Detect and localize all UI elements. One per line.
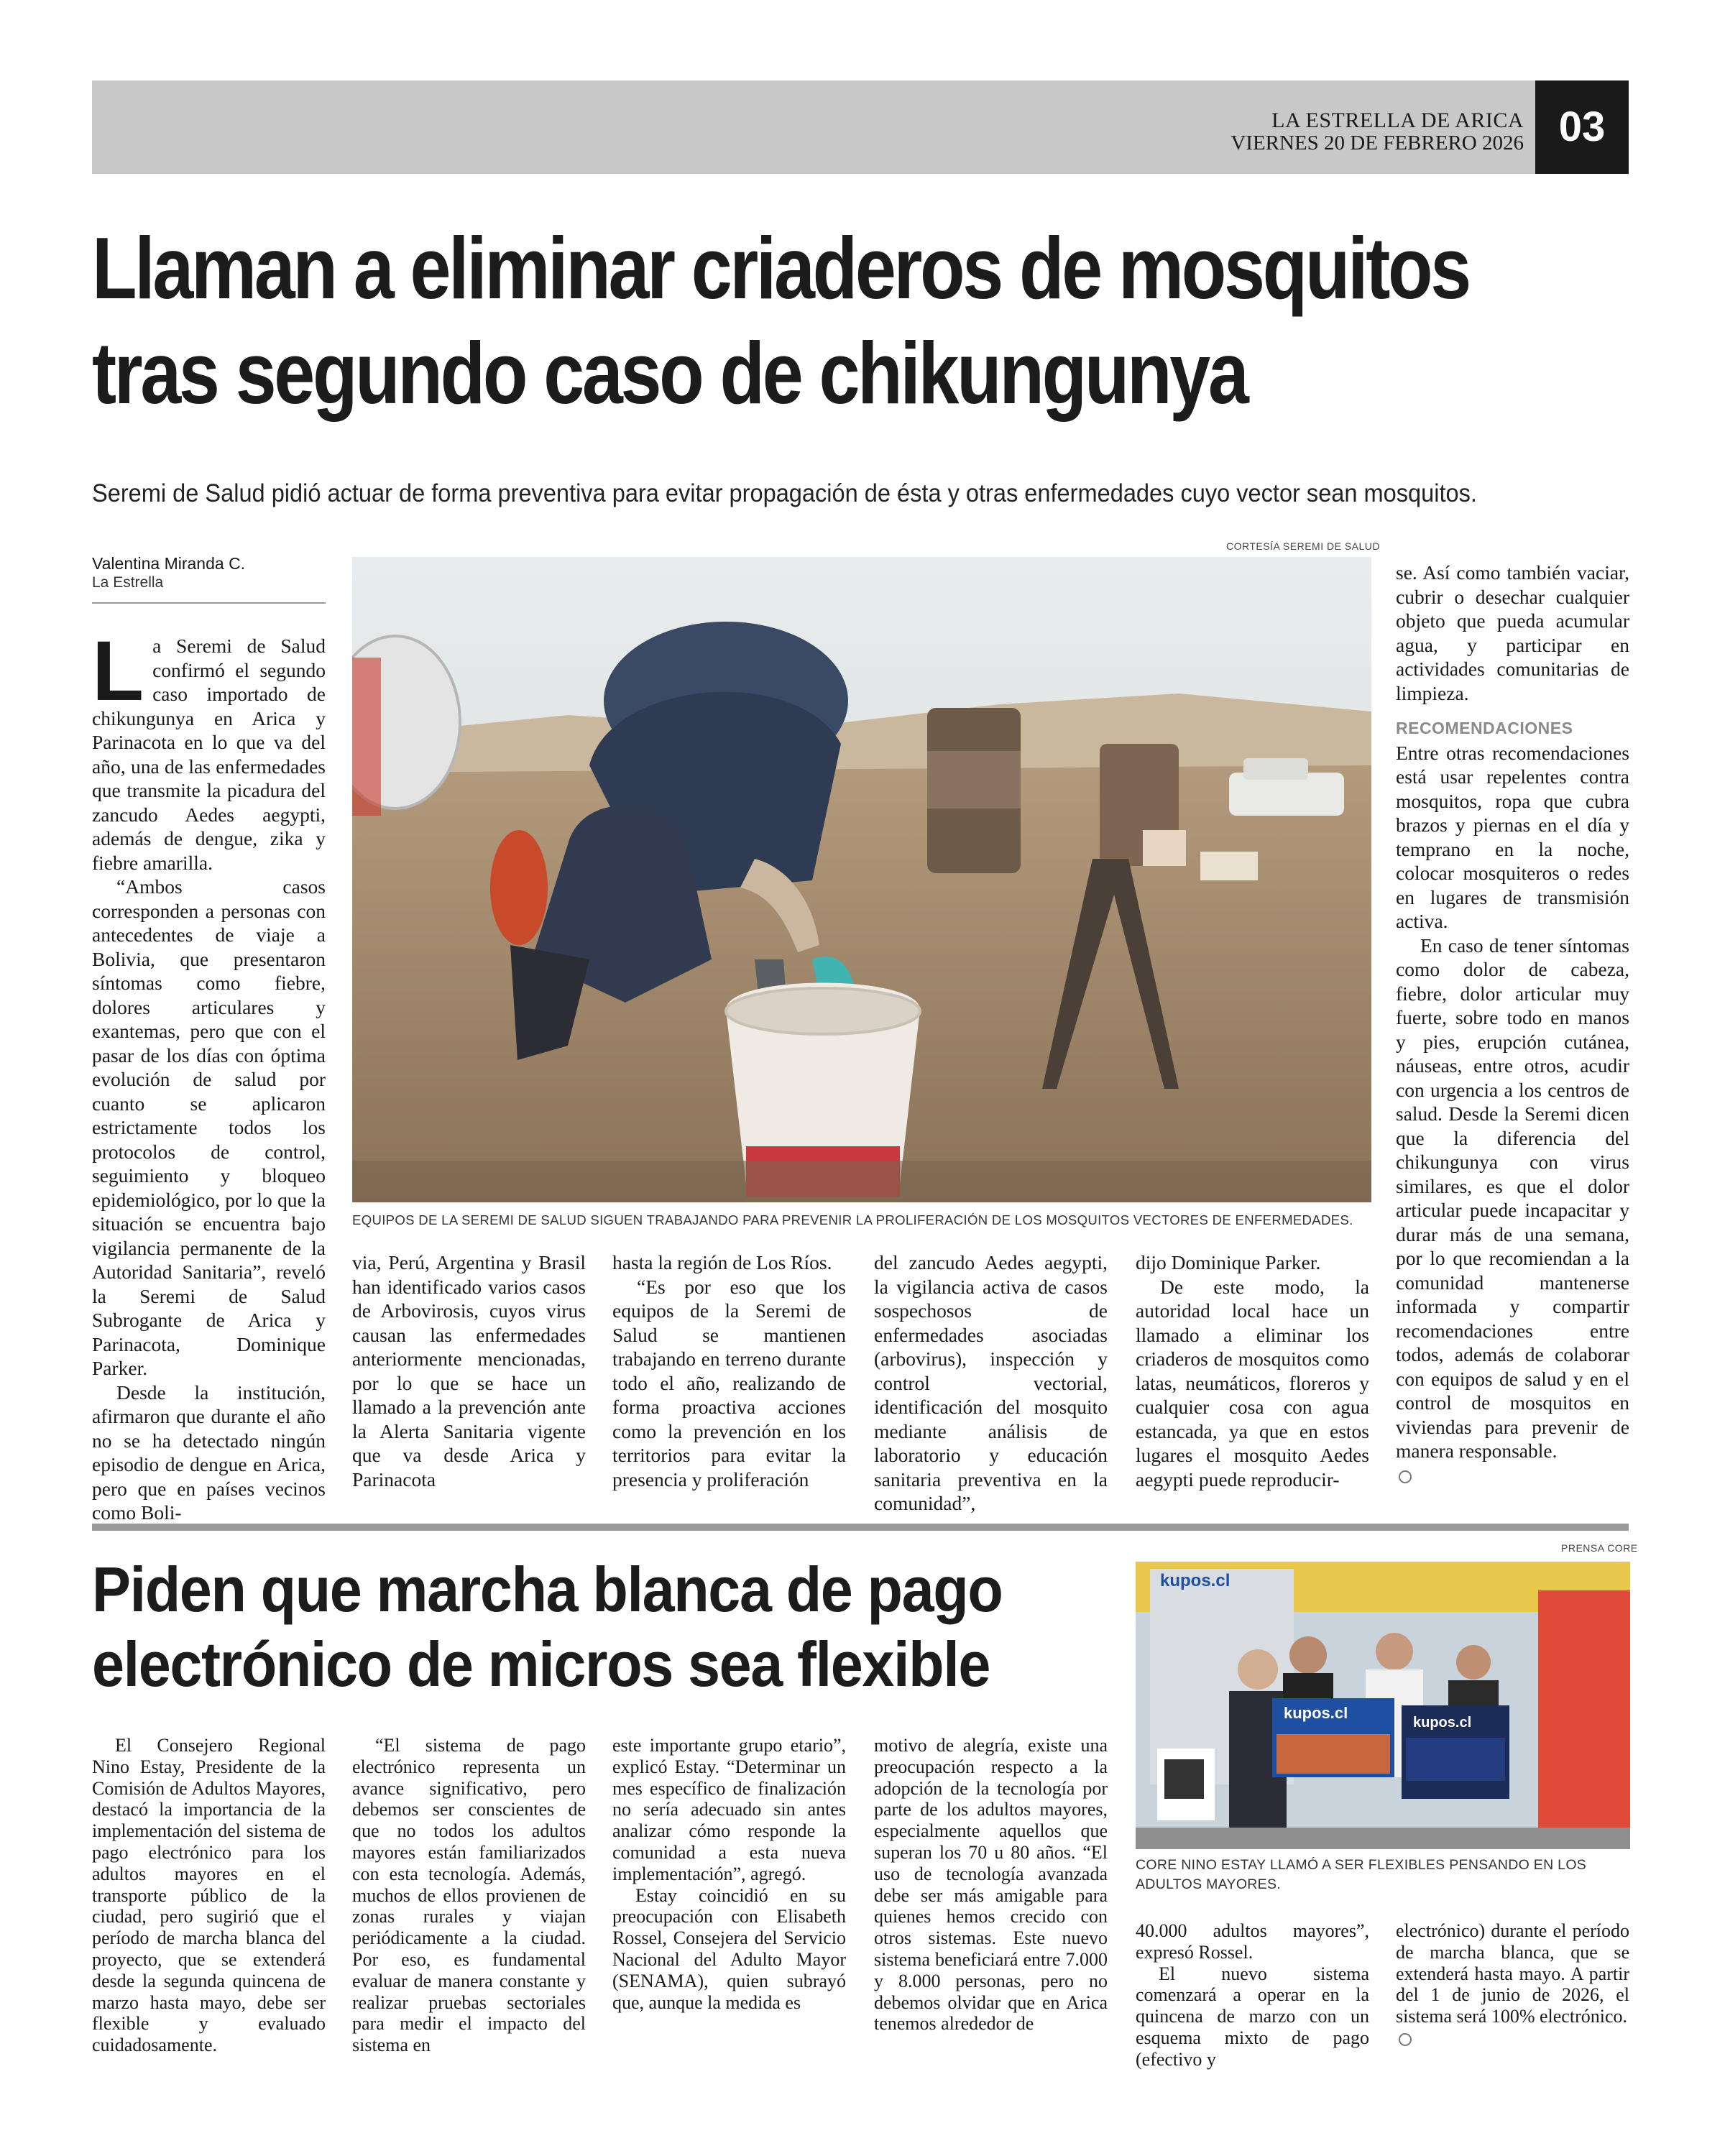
article1-column-2 (352, 1250, 586, 1491)
page-number: 03 (1535, 80, 1629, 174)
article1-paragraph: “Es por eso que los equipos de la Seremi de Salud se mantienen trabajando en terreno durante todo el año, realizando de forma proactiva acciones como la prevención en los territorios para evitar la presencia y proliferación (612, 1275, 846, 1491)
article1-text: a Seremi de Salud confirmó el segundo caso importado de chikungunya en Arica y Parinacota en lo que va del año, una de las enfermedades que transmite la picadura del zancudo Aedes aegypti, además de dengue, zika y fiebre amarilla. (92, 635, 326, 874)
publication-name: LA ESTRELLA DE ARICA (1271, 109, 1524, 132)
article1-headline-line1: Llaman a eliminar criaderos de mosquitos (92, 219, 1469, 317)
article1-photo (352, 557, 1371, 1202)
article1-paragraph (92, 624, 326, 875)
section-divider (92, 1524, 1629, 1531)
article1-photo-credit: CORTESÍA SEREMI DE SALUD (1226, 540, 1381, 552)
article2-paragraph: este importante grupo etario”, explicó Estay. “Determinar un mes específico de finalización no sería adecuado sin antes analizar cómo responde la comunidad a esta nueva implementación”, agregó. (612, 1735, 846, 1884)
article2-paragraph: “El sistema de pago electrónico representa un avance significativo, pero debemos ser conscientes de que no todos los adultos mayores están familiarizados con esta tecnología. Además, muchos de ellos provienen de zonas rurales y viajan periódicamente a la ciudad. Por eso, es fundamental evaluar de manera constante y realizar pruebas sectoriales para medir el impacto del sistema en (352, 1735, 586, 2056)
article2-column-4 (874, 1735, 1108, 2035)
article1-paragraph: Entre otras recomendaciones está usar repelentes contra mosquitos, ropa que cubra brazos y piernas en el día y temprano en la noche, colocar mosquiteros o redes en lugares de transmisión activa. (1396, 741, 1629, 932)
article1-paragraph: via, Perú, Argentina y Brasil han identificado varios casos de Arbovirosis, cuyos virus causan las enfermedades anteriormente mencionadas, por lo que se hace un llamado a la prevención ante la Alerta Sanitaria vigente que va desde Arica y Parinacota (352, 1251, 586, 1491)
article1-headline-line2: tras segundo caso de chikungunya (92, 324, 1247, 422)
article1-column-6 (1396, 561, 1629, 1487)
photo-sign-label: kupos.cl (1284, 1704, 1348, 1722)
article2-photo (1136, 1562, 1630, 1849)
article2-column-3 (612, 1735, 846, 2013)
article1-paragraph: “Ambos casos corresponden a personas con antecedentes de viaje a Bolivia, que presentaron síntomas como fiebre, dolores articulares y exantemas, pero que con el pasar de los días con óptima evolución de salud por cuanto se aplicaron estrictamente todos los protocolos de control, seguimiento y bloqueo epidemiológico, por lo que la situación se encuentra bajo vigilancia permanente de la Autoridad Sanitaria”, reveló la Seremi de Salud Subrogante de Arica y Parinacota, Dominique Parker. (92, 875, 326, 1379)
article1-paragraph: En caso de tener síntomas como dolor de cabeza, fiebre, dolor articular muy fuerte, sobre todo en manos y pies, erupción cutánea, náuseas, entre otros, acudir con urgencia a los centros de salud. Desde la Seremi dicen que la diferencia del chikungunya con virus similares, es que el dolor articular puede incapacitar y durar más de una semana, por lo que recomiendan a la comunidad mantenerse informada y compartir recomendaciones entre todos, además de colaborar con equipos de salud y en el control de mosquitos en viviendas para prevenir de manera responsable. (1396, 934, 1629, 1462)
article2-column-1 (92, 1735, 326, 2056)
article1-paragraph: De este modo, la autoridad local hace un llamado a eliminar los criaderos de mosquitos como latas, neumáticos, floreros y cualquier cosa con agua estancada, ya que en estos lugares el mosquito Aedes aegypti puede reproducir- (1136, 1275, 1369, 1491)
article1-column-1 (92, 624, 326, 1525)
article2-headline-line2: electrónico de micros sea flexible (92, 1628, 990, 1700)
article-end-icon (1399, 2033, 1412, 2046)
article2-paragraph: electrónico) durante el período de marcha blanca, que se extenderá hasta mayo. A partir del 1 de junio de 2026, el sistema será 100% electrónico. (1396, 1920, 1629, 2027)
article1-headline (92, 216, 1469, 425)
section-heading-recommendations: RECOMENDACIONES (1396, 719, 1573, 737)
article2-paragraph: El nuevo sistema comenzará a operar en la quincena de marzo con un esquema mixto de pago (efectivo y (1136, 1963, 1369, 2070)
article1-column-5 (1136, 1250, 1369, 1491)
page-header-band (92, 80, 1535, 174)
photo-officials-with-kupos-signs (1136, 1562, 1630, 1849)
article2-paragraph: 40.000 adultos mayores”, expresó Rossel. (1136, 1920, 1369, 1963)
byline-organization: La Estrella (92, 574, 164, 591)
article2-headline-line1: Piden que marcha blanca de pago (92, 1554, 1003, 1625)
drop-cap: L (92, 624, 144, 719)
article1-photo-caption: EQUIPOS DE LA SEREMI DE SALUD SIGUEN TRABAJANDO PARA PREVENIR LA PROLIFERACIÓN DE LOS MOSQUITOS VECTORES DE ENFERMEDADES. (352, 1212, 1353, 1227)
article1-paragraph: del zancudo Aedes aegypti, la vigilancia activa de casos sospechosos de enfermedades asociadas (arbovirus), inspección y control vectorial, identificación del mosquito mediante análisis de laboratorio y educación sanitaria preventiva en la comunidad”, (874, 1251, 1108, 1514)
publication-date: VIERNES 20 DE FEBRERO 2026 (1230, 132, 1524, 155)
article1-byline (92, 553, 326, 604)
article2-paragraph: Estay coincidió en su preocupación con Elisabeth Rossel, Consejera del Servicio Nacional del Adulto Mayor (SENAMA), quien subrayó que, aunque la medida es (612, 1884, 846, 2013)
photo-sign-label: kupos.cl (1160, 1571, 1230, 1590)
article1-column-3 (612, 1250, 846, 1491)
article2-photo-credit: PRENSA CORE (1561, 1542, 1638, 1554)
article1-paragraph: se. Así como también vaciar, cubrir o desechar cualquier objeto que pueda acumular agua, y participar en actividades comunitarias de limpieza. (1396, 561, 1629, 704)
publication-info (1230, 109, 1524, 154)
photo-sign-label: kupos.cl (1413, 1715, 1472, 1731)
byline-author: Valentina Miranda C. (92, 554, 246, 573)
article1-paragraph: Desde la institución, afirmaron que durante el año no se ha detectado ningún episodio de dengue en Arica, pero que en países vecinos como Boli- (92, 1381, 326, 1524)
photo-health-worker-inspecting-bucket (352, 557, 1371, 1202)
article2-photo-caption: CORE NINO ESTAY LLAMÓ A SER FLEXIBLES PENSANDO EN LOS ADULTOS MAYORES. (1136, 1857, 1587, 1892)
article1-subheadline: Seremi de Salud pidió actuar de forma preventiva para evitar propagación de ésta y otras enfermedades cuyo vector sean mosquitos. (92, 479, 1477, 507)
article2-headline (92, 1552, 1044, 1702)
article2-column-2 (352, 1735, 586, 2056)
article2-column-5 (1136, 1920, 1369, 2070)
article1-paragraph: hasta la región de Los Ríos. (612, 1251, 832, 1273)
article2-paragraph: motivo de alegría, existe una preocupación respecto a la adopción de la tecnología por parte de los adultos mayores, especialmente aquellos que superan los 70 u 80 años. “El uso de tecnología avanzada debe ser más amigable para quienes hemos crecido con otros sistemas. Este nuevo sistema beneficiará entre 7.000 y 8.000 personas, pero no debemos olvidar que en Arica tenemos alrededor de (874, 1735, 1108, 2035)
article1-column-4 (874, 1250, 1108, 1516)
article2-paragraph: El Consejero Regional Nino Estay, Presidente de la Comisión de Adultos Mayores, destacó la importancia de la implementación del sistema de pago electrónico para los adultos mayores en el transporte público de la ciudad, pero sugirió que el período de marcha blanca del proyecto, que se extenderá desde la segunda quincena de marzo hasta mayo, debe ser flexible y evaluado cuidadosamente. (92, 1735, 326, 2056)
article-end-icon (1399, 1470, 1412, 1483)
article2-column-6 (1396, 1920, 1629, 2049)
article1-paragraph: dijo Dominique Parker. (1136, 1251, 1321, 1273)
